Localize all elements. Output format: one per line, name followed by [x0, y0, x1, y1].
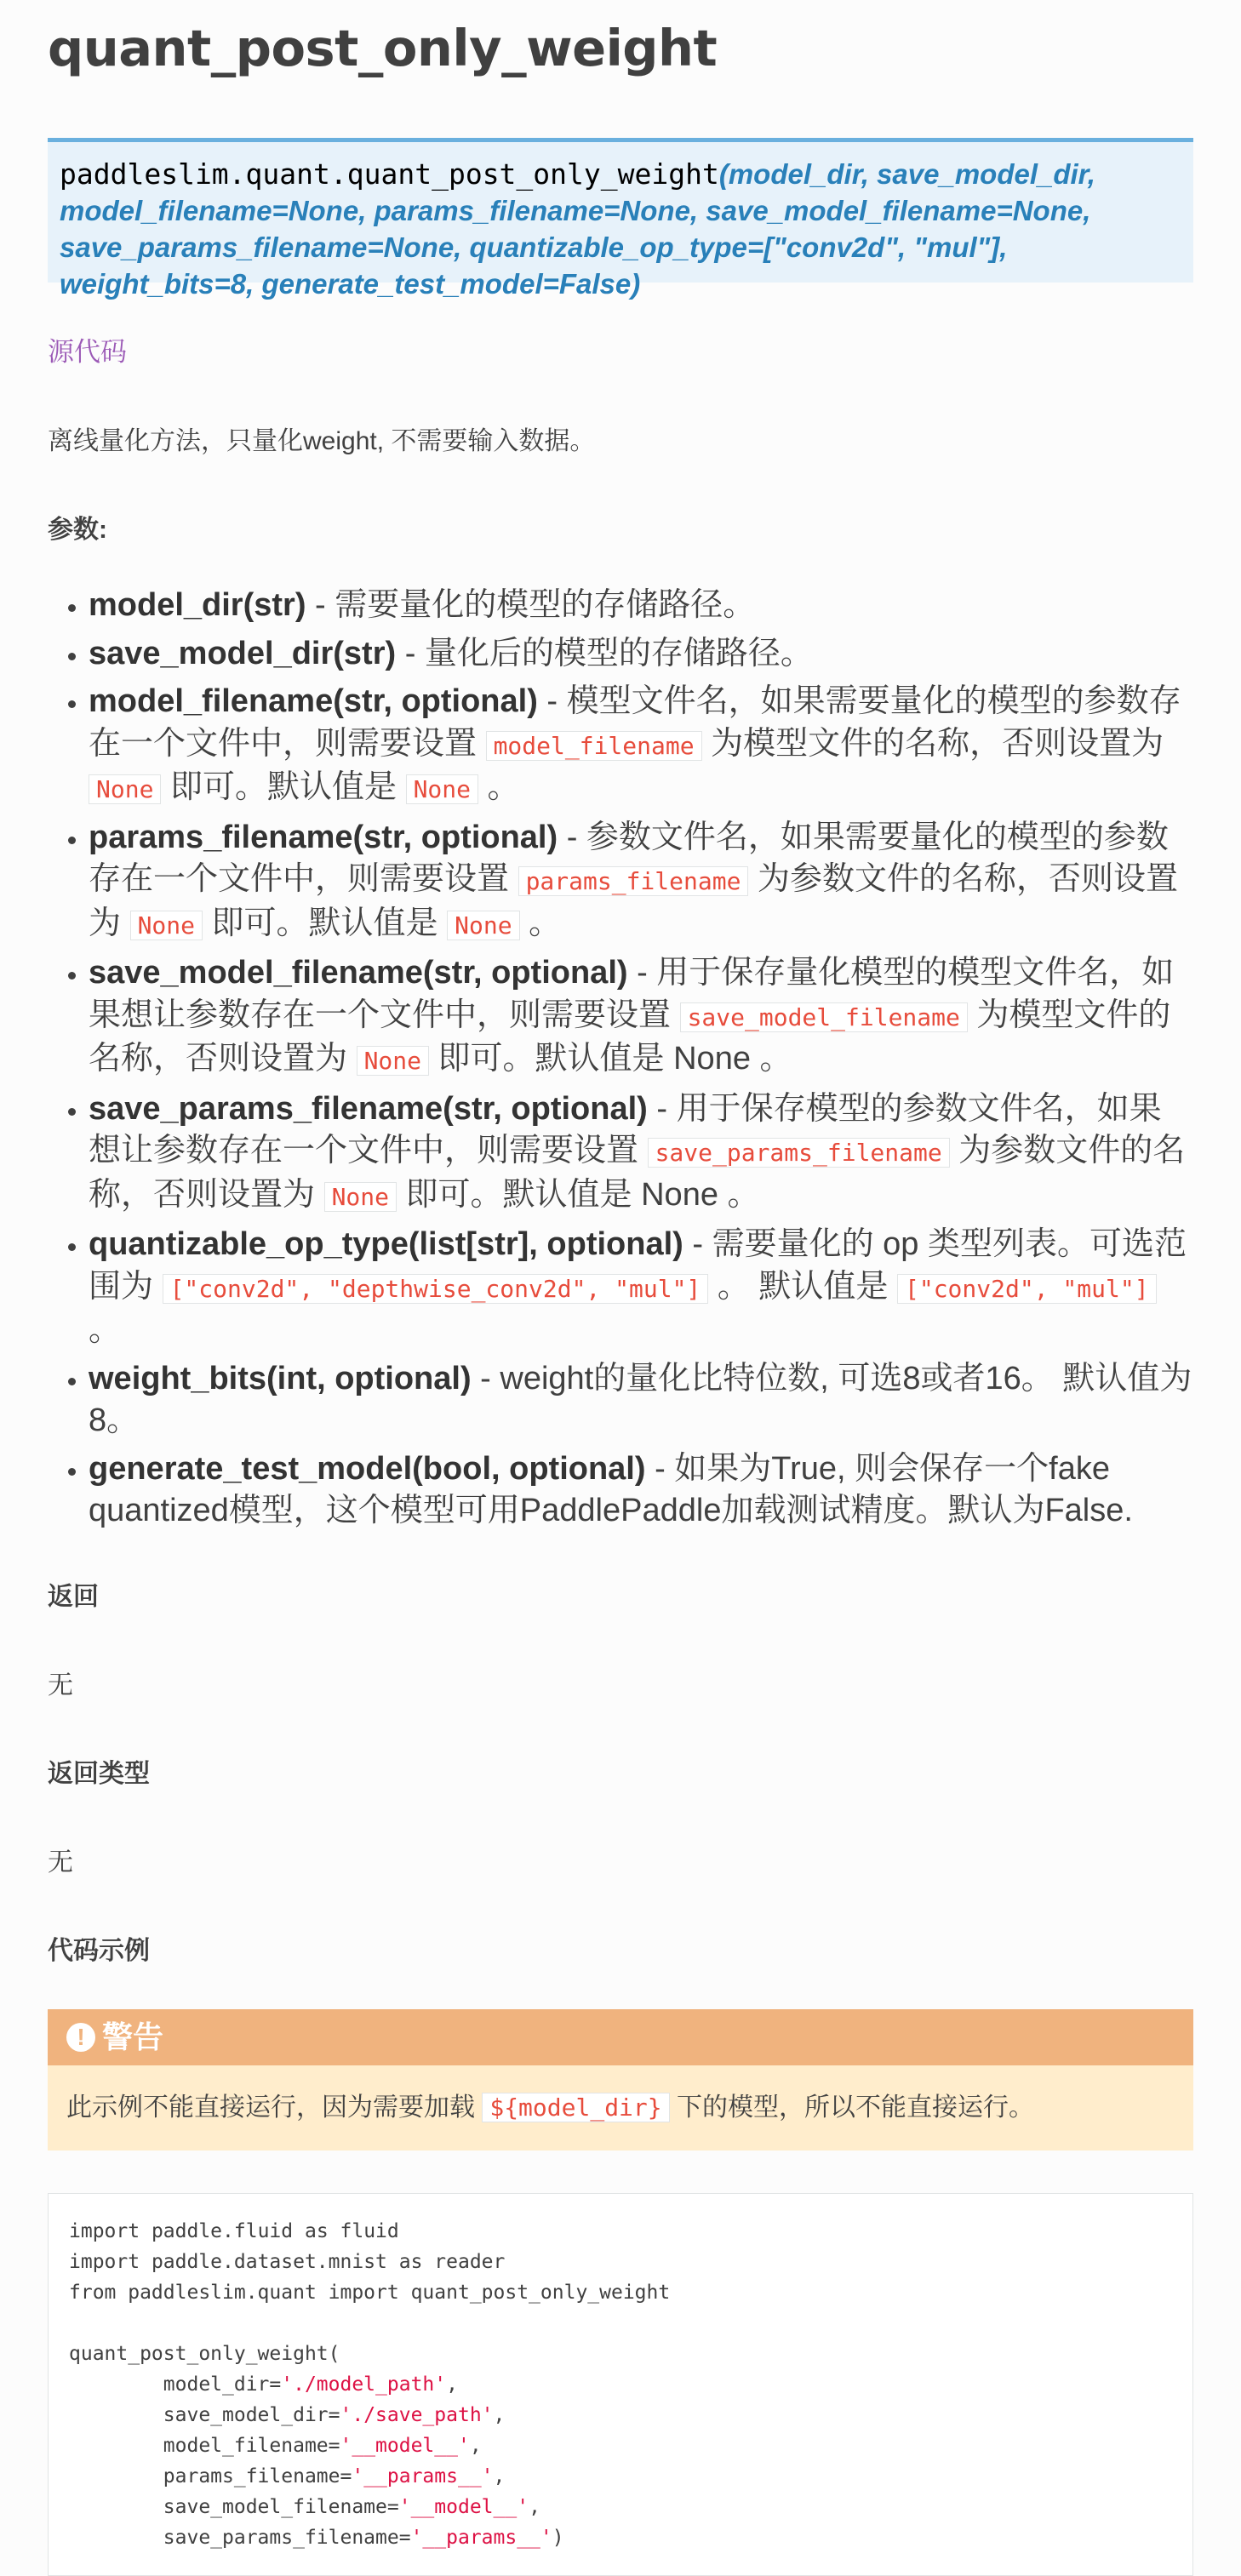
param-literal: None [130, 911, 203, 940]
param-desc: 为模型文件的名称，否则设置为 [701, 725, 1164, 762]
param-desc: - 需要量化的 op 类型列表。可选范围为 [89, 1226, 1187, 1305]
param-desc: - 参数文件名，如果需要量化的模型的参数存在一个文件中，则需要设置 [89, 819, 1169, 897]
code-block [48, 2193, 1193, 2576]
code-text: paddle.dataset.mnist [140, 2250, 399, 2273]
param-name: model_dir(str) [89, 587, 306, 623]
param-literal: params_filename [518, 866, 749, 896]
code-text: model_filename= [69, 2434, 340, 2457]
param-literal: ["conv2d", "mul"] [897, 1274, 1157, 1304]
param-desc: 。 [478, 769, 520, 805]
code-text: save_model_dir= [69, 2403, 340, 2426]
code-keyword: as [304, 2219, 329, 2242]
signature-close-paren: ) [631, 268, 641, 300]
param-desc: 为参数文件的名称，否则设置为 [89, 861, 1178, 941]
param-literal: None [89, 774, 161, 804]
page-title: quant_post_only_weight [48, 19, 718, 77]
param-desc: - 模型文件名，如果需要量化的模型的参数存在一个文件中，则需要设置 [89, 683, 1181, 762]
code-text: quant_post_only_weight( [69, 2342, 340, 2365]
code-text: model_dir= [69, 2373, 282, 2396]
code-text: save_model_filename= [69, 2495, 399, 2518]
param-desc: 。 [89, 1312, 122, 1348]
return-type-value: 无 [48, 1848, 73, 1876]
code-string: '__params__' [352, 2465, 494, 2487]
returns-value: 无 [48, 1671, 73, 1699]
function-signature [48, 138, 1193, 300]
code-text: , [493, 2403, 506, 2426]
param-name: save_params_filename(str, optional) [89, 1090, 648, 1127]
param-literal: None [447, 911, 519, 940]
code-string: './save_path' [340, 2403, 494, 2426]
param-item [89, 1358, 1193, 1442]
code-text: reader [422, 2250, 506, 2273]
param-literal: model_filename [486, 731, 702, 761]
param-name: save_model_dir(str) [89, 635, 397, 671]
param-desc: 即可。默认值是 None 。 [397, 1176, 760, 1213]
param-literal: None [357, 1046, 429, 1076]
param-desc: - 如果为True, 则会保存一个fake quantized模型，这个模型可用PaddlePaddle加载测试精度。默认为False. [89, 1450, 1133, 1528]
description: 离线量化方法，只量化weight, 不需要输入数据。 [48, 427, 596, 455]
code-keyword: as [398, 2250, 423, 2273]
param-name: quantizable_op_type(list[str], optional) [89, 1226, 683, 1262]
exclamation-icon: ! [66, 2023, 95, 2052]
param-desc: 为模型文件的名称，否则设置为 [89, 997, 1171, 1077]
param-desc: 即可。默认值是 [203, 905, 448, 941]
code-keyword: from [69, 2281, 117, 2304]
warning-literal: ${model_dir} [482, 2093, 669, 2122]
param-item [89, 633, 1193, 676]
param-desc: 。 默认值是 [708, 1268, 897, 1305]
param-desc: - 用于保存量化模型的模型文件名，如果想让参数存在一个文件中，则需要设置 [89, 955, 1175, 1033]
param-item [89, 1448, 1193, 1533]
param-literal: None [324, 1182, 397, 1212]
param-desc: 即可。默认值是 [161, 769, 406, 805]
param-literal: ["conv2d", "depthwise_conv2d", "mul"] [163, 1274, 709, 1304]
param-name: save_model_filename(str, optional) [89, 955, 628, 991]
param-desc: 为参数文件的名称，否则设置为 [89, 1133, 1186, 1213]
param-desc: - 用于保存模型的参数文件名，如果想让参数存在一个文件中，则需要设置 [89, 1090, 1162, 1168]
params-list [48, 585, 1193, 1533]
code-keyword: import [328, 2281, 399, 2304]
param-item [89, 681, 1193, 811]
code-text: , [446, 2373, 458, 2396]
param-desc: - weight的量化比特位数, 可选8或者16。 默认值为8。 [89, 1360, 1192, 1438]
param-item [89, 585, 1193, 627]
signature-name: paddleslim.quant.quant_post_only_weight [60, 157, 719, 191]
code-keyword: import [69, 2219, 140, 2242]
warning-text: 此示例不能直接运行，因为需要加载 [66, 2093, 483, 2122]
signature-open-paren: ( [718, 158, 729, 190]
code-text: quant_post_only_weight [398, 2281, 671, 2304]
source-code-link[interactable]: 源代码 [48, 337, 127, 367]
param-name: model_filename(str, optional) [89, 683, 538, 719]
code-string: './model_path' [281, 2373, 447, 2396]
warning-title-text: 警告 [102, 2019, 164, 2054]
code-text: save_params_filename= [69, 2526, 411, 2549]
param-item [89, 1224, 1193, 1352]
code-text: , [469, 2434, 482, 2457]
warning-title [48, 2009, 1193, 2065]
param-item [89, 817, 1193, 947]
param-literal: None [406, 774, 478, 804]
code-text: ) [552, 2526, 564, 2549]
code-text: fluid [328, 2219, 399, 2242]
signature-params: model_dir, save_model_dir, model_filename=None, params_filename=None, save_model_filename=None, save_params_filename=None, quantizable_op_type=["conv2d", "mul"], weight_bits=8, generate_test_model=False [60, 158, 1095, 300]
code-string: '__model__' [398, 2495, 529, 2518]
param-literal: save_model_filename [680, 1002, 968, 1032]
code-text: paddle.fluid [140, 2219, 305, 2242]
code-keyword: import [69, 2250, 140, 2273]
warning-box [48, 2009, 1193, 2150]
code-text: paddleslim.quant [116, 2281, 329, 2304]
code-string: '__params__' [410, 2526, 552, 2549]
params-heading: 参数: [48, 516, 107, 544]
param-item [89, 1088, 1193, 1219]
param-desc: 即可。默认值是 None 。 [429, 1041, 792, 1077]
warning-text: 下的模型，所以不能直接运行。 [669, 2093, 1034, 2122]
param-name: weight_bits(int, optional) [89, 1360, 472, 1397]
code-text: , [493, 2465, 506, 2487]
returns-heading: 返回 [48, 1582, 99, 1611]
param-name: params_filename(str, optional) [89, 819, 558, 855]
param-desc: 。 [519, 905, 562, 941]
code-string: '__model__' [340, 2434, 470, 2457]
code-text: , [529, 2495, 540, 2518]
param-desc: - 量化后的模型的存储路径。 [396, 635, 813, 671]
example-heading: 代码示例 [48, 1936, 150, 1965]
warning-body [48, 2065, 1193, 2150]
param-item [89, 952, 1193, 1082]
param-literal: save_params_filename [648, 1138, 950, 1168]
param-name: generate_test_model(bool, optional) [89, 1450, 646, 1487]
return-type-heading: 返回类型 [48, 1759, 150, 1788]
param-desc: - 需要量化的模型的存储路径。 [306, 587, 756, 623]
code-text: params_filename= [69, 2465, 352, 2487]
